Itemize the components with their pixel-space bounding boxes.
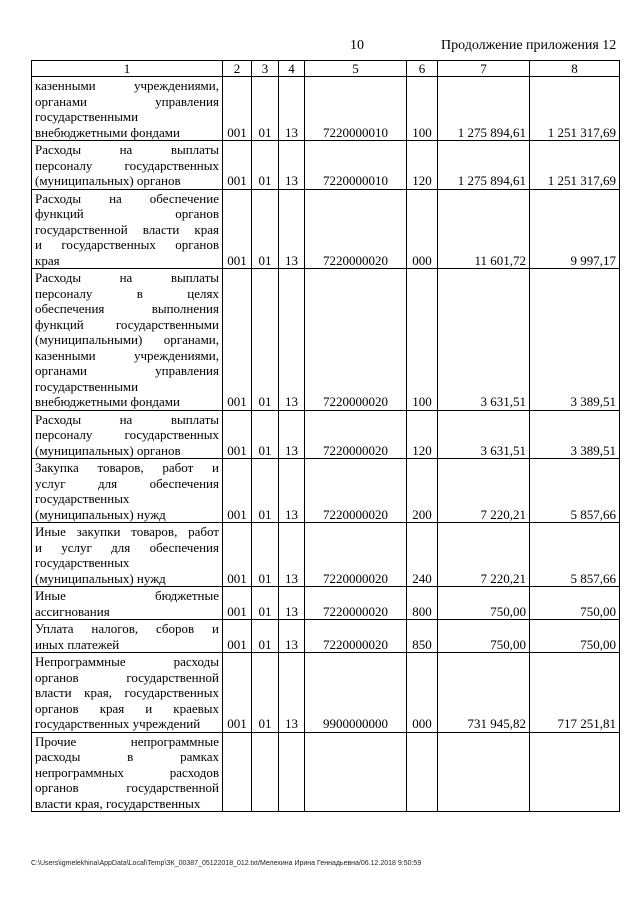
expense-name-line: (муниципальных) нужд xyxy=(35,570,166,586)
column-header: 6 xyxy=(407,61,438,77)
expense-type-cell: 100 xyxy=(407,77,438,141)
expense-name-cell xyxy=(32,732,223,812)
expense-type-cell: 850 xyxy=(407,620,438,653)
section-cell: 01 xyxy=(252,459,279,523)
target-article-cell: 7220000010 xyxy=(305,77,407,141)
expense-name-cell xyxy=(32,77,223,141)
expense-name-line: власти края, государственных xyxy=(35,795,201,811)
target-article-cell xyxy=(305,732,407,812)
section-cell xyxy=(252,732,279,812)
expense-name-line: и услуг для обеспечения xyxy=(35,539,219,555)
code-cell: 001 xyxy=(223,620,252,653)
expense-type-cell: 000 xyxy=(407,189,438,269)
amount-cell: 11 601,72 xyxy=(438,189,530,269)
amount-cell: 750,00 xyxy=(530,620,620,653)
budget-table xyxy=(31,60,620,812)
expense-name-line: персоналу государственных xyxy=(35,427,219,442)
subsection-cell: 13 xyxy=(279,653,305,733)
subsection-cell: 13 xyxy=(279,620,305,653)
table-row xyxy=(32,620,620,653)
expense-type-cell: 100 xyxy=(407,269,438,411)
expense-name-line: расходы в рамках xyxy=(35,749,219,764)
expense-name-cell xyxy=(32,269,223,411)
expense-type-cell: 120 xyxy=(407,410,438,459)
expense-name-line: органами управления xyxy=(35,93,219,109)
code-cell: 001 xyxy=(223,141,252,190)
section-cell: 01 xyxy=(252,620,279,653)
expense-name-line: органов государственной xyxy=(35,669,219,685)
expense-name-line: (муниципальных) нужд xyxy=(35,506,166,522)
expense-name-line: Расходы на выплаты xyxy=(35,411,219,427)
section-cell: 01 xyxy=(252,189,279,269)
expense-name-cell xyxy=(32,620,223,653)
subsection-cell xyxy=(279,732,305,812)
file-path-footer: C:\Users\igmelekhina\AppData\Local\Temp\ЗК_00387_05122018_012.txt/Мелехина Ирина Геннадьевна/06.12.2018 9:50:59 xyxy=(31,860,422,867)
target-article-cell: 7220000020 xyxy=(305,587,407,620)
expense-name-line: казенными учреждениями, xyxy=(35,78,219,93)
column-header: 4 xyxy=(279,61,305,77)
code-cell: 001 xyxy=(223,410,252,459)
table-header-row xyxy=(32,61,620,77)
expense-type-cell: 240 xyxy=(407,523,438,587)
section-cell: 01 xyxy=(252,77,279,141)
column-header: 2 xyxy=(223,61,252,77)
subsection-cell: 13 xyxy=(279,77,305,141)
section-cell: 01 xyxy=(252,587,279,620)
amount-cell: 9 997,17 xyxy=(530,189,620,269)
table-row xyxy=(32,459,620,523)
continuation-title: Продолжение приложения 12 xyxy=(441,38,617,53)
column-header: 8 xyxy=(530,61,620,77)
expense-name-cell xyxy=(32,410,223,459)
amount-cell: 3 389,51 xyxy=(530,269,620,411)
section-cell: 01 xyxy=(252,523,279,587)
amount-cell: 1 275 894,61 xyxy=(438,77,530,141)
subsection-cell: 13 xyxy=(279,141,305,190)
expense-name-line: ассигнования xyxy=(35,603,110,619)
target-article-cell: 9900000000 xyxy=(305,653,407,733)
expense-name-line: (муниципальными) органами, xyxy=(35,332,219,347)
expense-name-line: Уплата налогов, сборов и xyxy=(35,621,219,636)
target-article-cell: 7220000020 xyxy=(305,523,407,587)
amount-cell: 731 945,82 xyxy=(438,653,530,733)
column-header: 3 xyxy=(252,61,279,77)
target-article-cell: 7220000020 xyxy=(305,620,407,653)
expense-name-line: иных платежей xyxy=(35,636,120,652)
expense-name-cell xyxy=(32,141,223,190)
expense-name-cell xyxy=(32,459,223,523)
expense-name-line: государственными xyxy=(35,109,139,124)
section-cell: 01 xyxy=(252,410,279,459)
column-header: 7 xyxy=(438,61,530,77)
expense-name-line: Расходы на выплаты xyxy=(35,270,219,285)
expense-name-line: органами управления xyxy=(35,363,219,378)
code-cell: 001 xyxy=(223,77,252,141)
table-row xyxy=(32,189,620,269)
subsection-cell: 13 xyxy=(279,189,305,269)
expense-name-line: органов государственной xyxy=(35,780,219,795)
code-cell: 001 xyxy=(223,459,252,523)
expense-name-line: государственной власти края xyxy=(35,221,219,237)
expense-name-cell xyxy=(32,587,223,620)
amount-cell: 5 857,66 xyxy=(530,459,620,523)
expense-name-line: Иные бюджетные xyxy=(35,588,219,603)
subsection-cell: 13 xyxy=(279,410,305,459)
expense-name-line: функций органов xyxy=(35,206,219,221)
expense-name-line: и государственных органов xyxy=(35,237,219,252)
code-cell: 001 xyxy=(223,523,252,587)
expense-name-line: государственных учреждений xyxy=(35,716,201,731)
amount-cell: 1 275 894,61 xyxy=(438,141,530,190)
table-row xyxy=(32,410,620,459)
amount-cell: 7 220,21 xyxy=(438,459,530,523)
code-cell: 001 xyxy=(223,189,252,269)
column-header: 1 xyxy=(32,61,223,77)
target-article-cell: 7220000020 xyxy=(305,189,407,269)
expense-name-line: непрограммных расходов xyxy=(35,764,219,780)
table-row xyxy=(32,523,620,587)
expense-name-line: внебюджетными фондами xyxy=(35,124,180,140)
expense-name-line: края xyxy=(35,252,60,268)
expense-name-line: обеспечения выполнения xyxy=(35,301,219,316)
amount-cell: 5 857,66 xyxy=(530,523,620,587)
amount-cell xyxy=(438,732,530,812)
expense-name-cell xyxy=(32,523,223,587)
expense-type-cell: 120 xyxy=(407,141,438,190)
amount-cell xyxy=(530,732,620,812)
amount-cell: 1 251 317,69 xyxy=(530,77,620,141)
target-article-cell: 7220000020 xyxy=(305,269,407,411)
code-cell: 001 xyxy=(223,587,252,620)
expense-name-line: услуг для обеспечения xyxy=(35,475,219,491)
amount-cell: 3 631,51 xyxy=(438,269,530,411)
expense-name-line: власти края, государственных xyxy=(35,685,219,700)
section-cell: 01 xyxy=(252,269,279,411)
amount-cell: 7 220,21 xyxy=(438,523,530,587)
section-cell: 01 xyxy=(252,653,279,733)
expense-name-line: Непрограммные расходы xyxy=(35,654,219,669)
target-article-cell: 7220000020 xyxy=(305,410,407,459)
amount-cell: 717 251,81 xyxy=(530,653,620,733)
column-header: 5 xyxy=(305,61,407,77)
expense-type-cell xyxy=(407,732,438,812)
expense-name-line: функций государственными xyxy=(35,316,219,332)
expense-name-line: персоналу в целях xyxy=(35,285,219,301)
expense-name-line: казенными учреждениями, xyxy=(35,347,219,363)
expense-name-cell xyxy=(32,653,223,733)
table-row xyxy=(32,269,620,411)
code-cell: 001 xyxy=(223,269,252,411)
expense-name-line: государственных xyxy=(35,491,130,506)
table-row xyxy=(32,141,620,190)
subsection-cell: 13 xyxy=(279,269,305,411)
amount-cell: 3 389,51 xyxy=(530,410,620,459)
expense-type-cell: 200 xyxy=(407,459,438,523)
target-article-cell: 7220000010 xyxy=(305,141,407,190)
table-row xyxy=(32,587,620,620)
amount-cell: 750,00 xyxy=(438,620,530,653)
table-row xyxy=(32,732,620,812)
expense-name-line: государственных xyxy=(35,555,130,570)
amount-cell: 750,00 xyxy=(530,587,620,620)
code-cell xyxy=(223,732,252,812)
expense-name-line: государственными xyxy=(35,378,139,394)
subsection-cell: 13 xyxy=(279,459,305,523)
subsection-cell: 13 xyxy=(279,587,305,620)
page-number: 10 xyxy=(350,38,364,53)
amount-cell: 3 631,51 xyxy=(438,410,530,459)
table-row xyxy=(32,77,620,141)
expense-type-cell: 000 xyxy=(407,653,438,733)
expense-name-line: Прочие непрограммные xyxy=(35,733,219,749)
expense-name-line: органов края и краевых xyxy=(35,700,219,716)
target-article-cell: 7220000020 xyxy=(305,459,407,523)
expense-name-line: Иные закупки товаров, работ xyxy=(35,524,219,539)
expense-name-line: Расходы на обеспечение xyxy=(35,190,219,206)
code-cell: 001 xyxy=(223,653,252,733)
expense-name-line: Закупка товаров, работ и xyxy=(35,460,219,475)
expense-name-line: (муниципальных) органов xyxy=(35,442,181,458)
amount-cell: 1 251 317,69 xyxy=(530,141,620,190)
expense-name-line: персоналу государственных xyxy=(35,157,219,173)
subsection-cell: 13 xyxy=(279,523,305,587)
amount-cell: 750,00 xyxy=(438,587,530,620)
section-cell: 01 xyxy=(252,141,279,190)
expense-type-cell: 800 xyxy=(407,587,438,620)
expense-name-line: (муниципальных) органов xyxy=(35,173,181,188)
table-row xyxy=(32,653,620,733)
expense-name-cell xyxy=(32,189,223,269)
expense-name-line: Расходы на выплаты xyxy=(35,142,219,157)
expense-name-line: внебюджетными фондами xyxy=(35,394,180,409)
